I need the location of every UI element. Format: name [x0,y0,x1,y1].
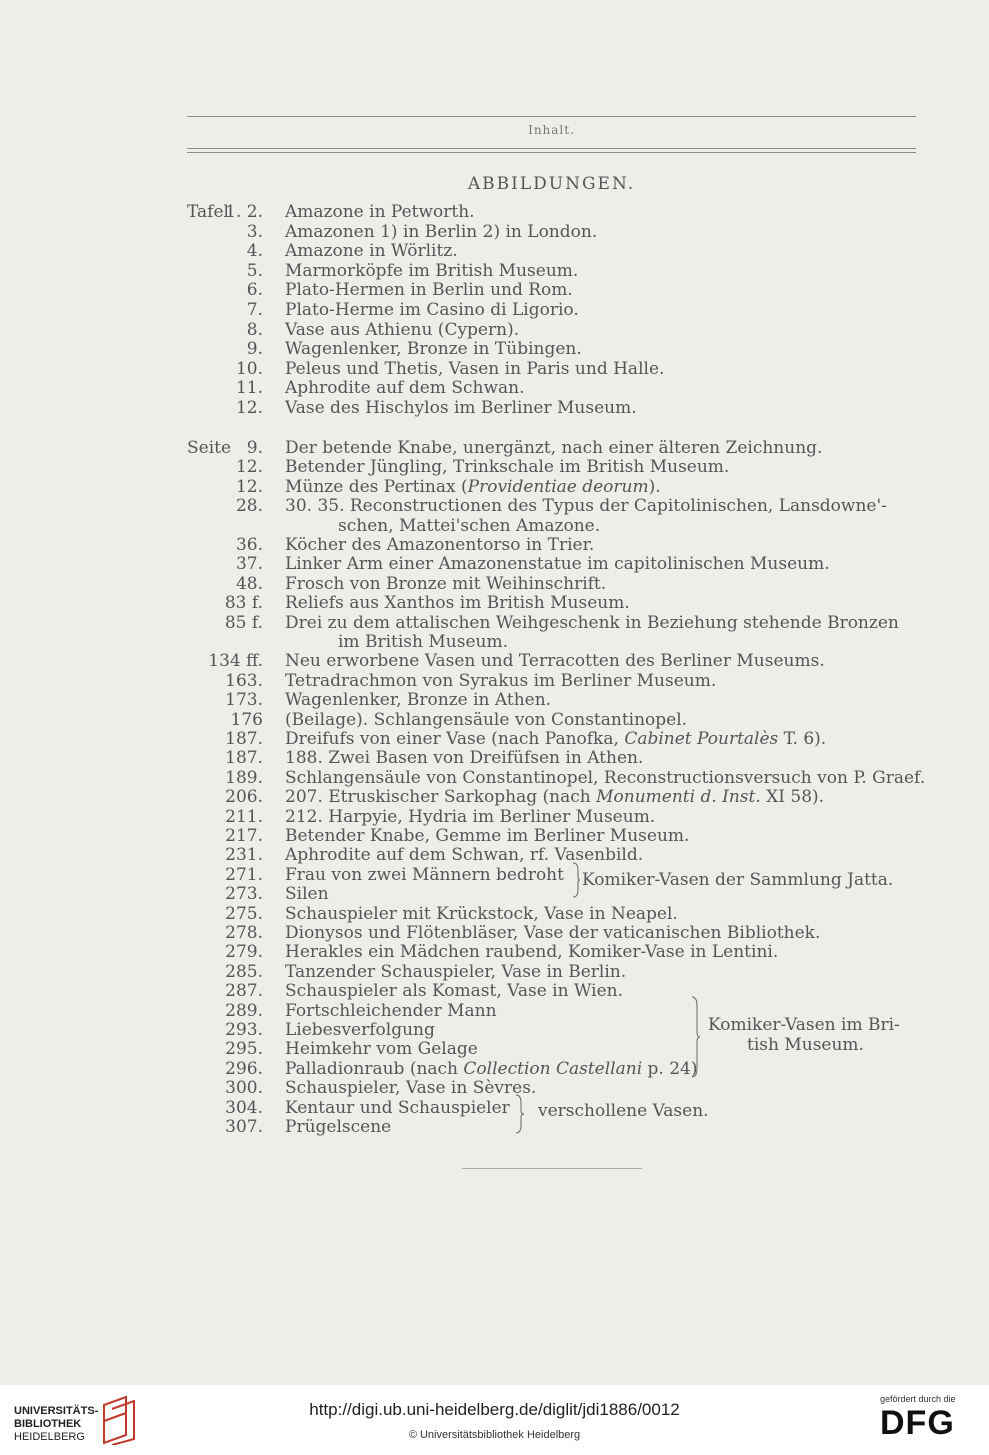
seite-entry [0,671,989,691]
library-name-3: HEIDELBERG [14,1431,85,1443]
tafel-entry-number: 3. [246,221,263,242]
seite-entry-number: 12. [235,476,263,497]
seite-entry-number: 28. [235,496,263,517]
seite-entry [0,768,989,788]
seite-entry-text [285,865,564,885]
seite-entry-text-part: Frosch von Bronze mit Weihinschrift. [285,573,607,594]
tafel-entry-text-part: Amazonen 1) in Berlin 2) in London. [285,221,598,242]
seite-entry-text-part: Fortschleichender Mann [285,1000,497,1021]
tafel-entry-text [285,300,579,320]
tafel-entry-number: 5. [246,260,263,281]
seite-entry-text-part: Heimkehr vom Gelage [285,1039,478,1060]
seite-entry-text [285,535,594,555]
tafel-entry-text [285,261,578,281]
seite-entry-text-part: Dionysos und Flötenbläser, Vase der vaticanischen Bibliothek. [285,923,821,943]
seite-entry-text [285,1039,478,1059]
seite-entry [0,710,989,730]
seite-entry [0,516,989,536]
seite-entry-text [285,457,729,477]
tafel-entry-text [285,241,458,261]
seite-entry [0,574,989,594]
tafel-entry-text [285,320,519,340]
section-heading: ABBILDUNGEN. [467,174,636,194]
seite-entry-number: 279. [225,942,263,963]
seite-entry [0,807,989,827]
seite-entry-text [285,962,626,982]
seite-entry-italic: Cabinet Pourtalès [624,729,779,749]
seite-entry-text [285,1059,698,1079]
seite-entry-text-part: (Beilage). Schlangensäule von Constantinopel. [285,709,688,730]
seite-entry [0,845,989,865]
header-rule [187,148,916,149]
tafel-entry [0,359,989,379]
seite-entry-text-part: Schauspieler mit Krückstock, Vase in Neapel. [285,903,678,924]
seite-entry-number: 12. [235,457,263,478]
seite-entry-text [285,671,716,691]
seite-entry-number: 300. [225,1078,263,1099]
seite-entry [0,904,989,924]
tafel-entry [0,222,989,242]
seite-entry-text-part: Linker Arm einer Amazonenstatue im capitolinischen Museum. [285,554,830,575]
seite-entry-text-part: Prügelscene [285,1117,392,1137]
seite-entry-text [285,651,825,671]
seite-entry [0,535,989,555]
copyright-notice: © Universitätsbibliothek Heidelberg [408,1429,581,1441]
tafel-entry-number: 12. [235,398,263,418]
seite-entry-text [285,884,329,904]
seite-entry-text-part: Herakles ein Mädchen raubend, Komiker-Vase in Lentini. [285,942,779,963]
group-label-jatta: Komiker-Vasen der Sammlung Jatta. [582,870,894,890]
brace-jatta [572,862,580,902]
seite-entry-text [338,632,508,652]
seite-entry-text-part: Silen [285,884,329,905]
seite-entry-text [285,768,925,788]
tafel-entry-number: 9. [246,339,263,360]
tafel-entry [0,398,989,418]
tafel-entry [0,280,989,300]
seite-entry-text-part: 188. Zwei Basen von Dreifüfsen in Athen. [285,748,644,769]
seite-entry-text [285,613,899,633]
seite-entry-text-part: Tanzender Schauspieler, Vase in Berlin. [285,961,627,982]
library-name-2: BIBLIOTHEK [14,1418,82,1430]
seite-entry-number: 48. [235,573,263,594]
seite-entry-text [285,710,687,730]
seite-entry-text [285,981,623,1001]
seite-entry-number: 85 f. [224,612,263,633]
seite-entry-text-part: Der betende Knabe, unergänzt, nach einer älteren Zeichnung. [285,438,823,458]
seite-entry [0,554,989,574]
seite-entry-text-part: Palladionraub (nach [285,1058,464,1079]
seite-entry-text-part: ). [648,476,661,497]
tafel-entry-text [285,339,582,359]
tafel-entry-number: 7. [246,300,263,320]
seite-entry [0,1098,989,1118]
seite-entry-number: 187. [225,748,263,769]
seite-entry [0,787,989,807]
seite-entry-text [285,729,826,749]
tafel-entry-number: 1. 2. [225,202,263,222]
seite-entry-text-part: Schlangensäule von Constantinopel, Reconstructionsversuch von P. Graef. [285,767,926,788]
tafel-entry-text [285,398,637,418]
seite-entry-number: 187. [225,729,263,749]
seite-entry-text-part: p. 24) [642,1058,698,1079]
seite-entry-text-part: 212. Harpyie, Hydria im Berliner Museum. [285,806,656,827]
seite-entry-text-part: Neu erworbene Vasen und Terracotten des Berliner Museums. [285,651,825,672]
seite-entry [0,651,989,671]
seite-entry-number: 173. [225,690,263,711]
seite-entry-number: 9. [246,438,263,458]
seite-entry-text [285,438,822,458]
tafel-entry [0,241,989,261]
seite-entry-text [285,593,630,613]
funded-by-text: gefördert durch die [880,1394,956,1404]
tafel-entry-text-part: Amazone in Petworth. [285,202,475,222]
seite-entry-number: 293. [225,1020,263,1040]
group-label-british-2: tish Museum. [747,1035,864,1055]
tafel-entry-number: 6. [246,280,263,301]
seite-entry-text [285,477,661,497]
seite-entry-text-part: Frau von zwei Männern bedroht [285,864,564,885]
seite-entry-italic: Providentiae deorum [467,476,649,497]
seite-entry-number: 163. [225,670,263,691]
seite-entry-text [285,554,830,574]
seite-entry [0,962,989,982]
tafel-entry-number: 11. [235,378,263,399]
tafel-entry-text [285,280,573,300]
seite-entry-italic: Monumenti d. Inst. [596,787,761,808]
seite-entry-number: 231. [225,845,263,866]
seite-entry-text-part: 207. Etruskischer Sarkophag (nach [285,787,597,808]
seite-entry-text-part: Wagenlenker, Bronze in Athen. [285,690,552,711]
top-rule [187,116,916,117]
seite-entry-text-part: Tetradrachmon von Syrakus im Berliner Museum. [285,670,717,691]
seite-entry [0,1078,989,1098]
seite-entry-italic: Collection Castellani [463,1058,643,1079]
seite-entry-number: 271. [225,864,263,885]
tafel-entry [0,378,989,398]
seite-entry [0,632,989,652]
seite-entry-text [285,1001,497,1021]
tafel-entry-text-part: Marmorköpfe im British Museum. [285,260,579,281]
seite-entry-text-part: Liebesverfolgung [285,1020,435,1040]
seite-entry-text-part: Schauspieler, Vase in Sèvres. [285,1078,537,1099]
seite-entry-text-part: Kentaur und Schauspieler [285,1097,510,1118]
tafel-entry-text [285,222,597,242]
seite-entry-text-part: im British Museum. [338,632,508,652]
library-name-1: UNIVERSITÄTS- [14,1405,99,1417]
seite-entry-number: 295. [225,1039,263,1060]
tafel-entry-number: 8. [246,319,263,340]
seite-entry-text-part: Aphrodite auf dem Schwan, rf. Vasenbild. [285,845,644,866]
seite-entry-number: 289. [225,1000,263,1021]
tafel-label: Tafel [187,202,229,222]
seite-entry-text [285,807,655,827]
seite-entry [0,729,989,749]
tafel-entry-text-part: Plato-Herme im Casino di Ligorio. [285,300,579,320]
seite-entry-text-part: schen, Mattei'schen Amazone. [338,515,601,536]
tafel-entry-text-part: Peleus und Thetis, Vasen in Paris und Halle. [285,358,665,379]
tafel-entry-text [285,378,525,398]
seite-entry-text-part: T. 6). [778,729,827,749]
seite-entry-number: 285. [225,961,263,982]
seite-entry-number: 83 f. [224,593,263,614]
footer-bar [0,1385,989,1455]
seite-entry-number: 275. [225,903,263,924]
tafel-entry [0,320,989,340]
seite-entry-number: 217. [225,826,263,846]
seite-entry [0,457,989,477]
seite-entry-text-part: Dreifufs von einer Vase (nach Panofka, [285,729,625,749]
document-url[interactable]: http://digi.ub.uni-heidelberg.de/diglit/jdi1886/0012 [309,1400,680,1419]
seite-entry [0,748,989,768]
tafel-entry [0,300,989,320]
seite-entry-text [285,845,643,865]
tafel-entry-text-part: Aphrodite auf dem Schwan. [285,378,525,399]
seite-entry [0,690,989,710]
header-rule [187,152,916,153]
tafel-entry-text-part: Amazone in Wörlitz. [285,241,458,262]
tafel-entry-text [285,202,475,222]
seite-entry [0,593,989,613]
seite-entry-text [285,1020,435,1040]
seite-entry-text [285,923,820,943]
brace-british [690,996,700,1082]
seite-entry-text-part: Betender Knabe, Gemme im Berliner Museum. [285,826,690,846]
seite-entry-number: 278. [225,923,263,943]
tafel-entry-text-part: Vase des Hischylos im Berliner Museum. [285,398,637,418]
seite-entry-text [285,496,887,516]
seite-entry-number: 189. [225,767,263,788]
seite-entry-text [285,787,824,807]
seite-entry-number: 307. [225,1117,263,1137]
seite-entry-text [338,516,600,536]
running-head: Inhalt. [528,123,575,137]
seite-entry-number: 287. [225,981,263,1002]
seite-entry-text-part: Köcher des Amazonentorso in Trier. [285,535,595,555]
tafel-entry-text [285,359,664,379]
tafel-entry-number: 4. [246,241,263,262]
seite-label: Seite [187,438,232,458]
seite-entry-text [285,574,606,594]
dfg-logo: DFG [880,1404,955,1442]
seite-entry-number: 134 ff. [208,651,263,672]
seite-entry-text [285,942,778,962]
seite-entry-number: 206. [225,787,263,808]
seite-entry-number: 211. [225,806,263,827]
tafel-entry [0,202,989,222]
seite-entry-text-part: 30. 35. Reconstructionen des Typus der Capitolinischen, Lansdowne'- [285,496,887,517]
tafel-entry-text-part: Vase aus Athienu (Cypern). [285,319,520,340]
seite-entry [0,496,989,516]
group-label-british-1: Komiker-Vasen im Bri- [708,1015,900,1035]
end-rule [462,1168,642,1169]
seite-entry-text-part: Betender Jüngling, Trinkschale im British Museum. [285,457,730,478]
seite-entry-number: 304. [225,1097,263,1118]
seite-entry-text [285,690,551,710]
seite-entry [0,1117,989,1137]
seite-entry [0,942,989,962]
tafel-entry-text-part: Wagenlenker, Bronze in Tübingen. [285,339,582,360]
seite-entry-text [285,748,643,768]
seite-entry [0,923,989,943]
seite-entry-number: 176 [230,709,263,730]
tafel-entry-text-part: Plato-Hermen in Berlin und Rom. [285,280,573,301]
seite-entry-text-part: Schauspieler als Komast, Vase in Wien. [285,981,623,1002]
seite-entry-text-part: Reliefs aus Xanthos im British Museum. [285,593,630,614]
seite-entry-text [285,904,678,924]
tafel-entry [0,261,989,281]
tafel-entry-number: 10. [235,358,263,379]
seite-entry [0,981,989,1001]
seite-entry-text [285,826,689,846]
seite-entry-text-part: Drei zu dem attalischen Weihgeschenk in Beziehung stehende Bronzen [285,612,899,633]
group-label-verschollen: verschollene Vasen. [538,1101,709,1121]
seite-entry [0,477,989,497]
seite-entry-number: 273. [225,884,263,905]
tafel-entry [0,339,989,359]
seite-entry [0,826,989,846]
seite-entry [0,613,989,633]
seite-entry [0,1059,989,1079]
seite-entry-text [285,1117,391,1137]
seite-entry-number: 36. [235,535,263,555]
brace-verschollen [515,1094,525,1138]
seite-entry-number: 37. [235,554,263,575]
seite-entry-text-part: Münze des Pertinax ( [285,476,468,497]
seite-entry-number: 296. [225,1058,263,1079]
seite-entry-text-part: XI 58). [760,787,825,808]
seite-entry-text [285,1098,510,1118]
seite-entry-text [285,1078,536,1098]
seite-entry [0,438,989,458]
